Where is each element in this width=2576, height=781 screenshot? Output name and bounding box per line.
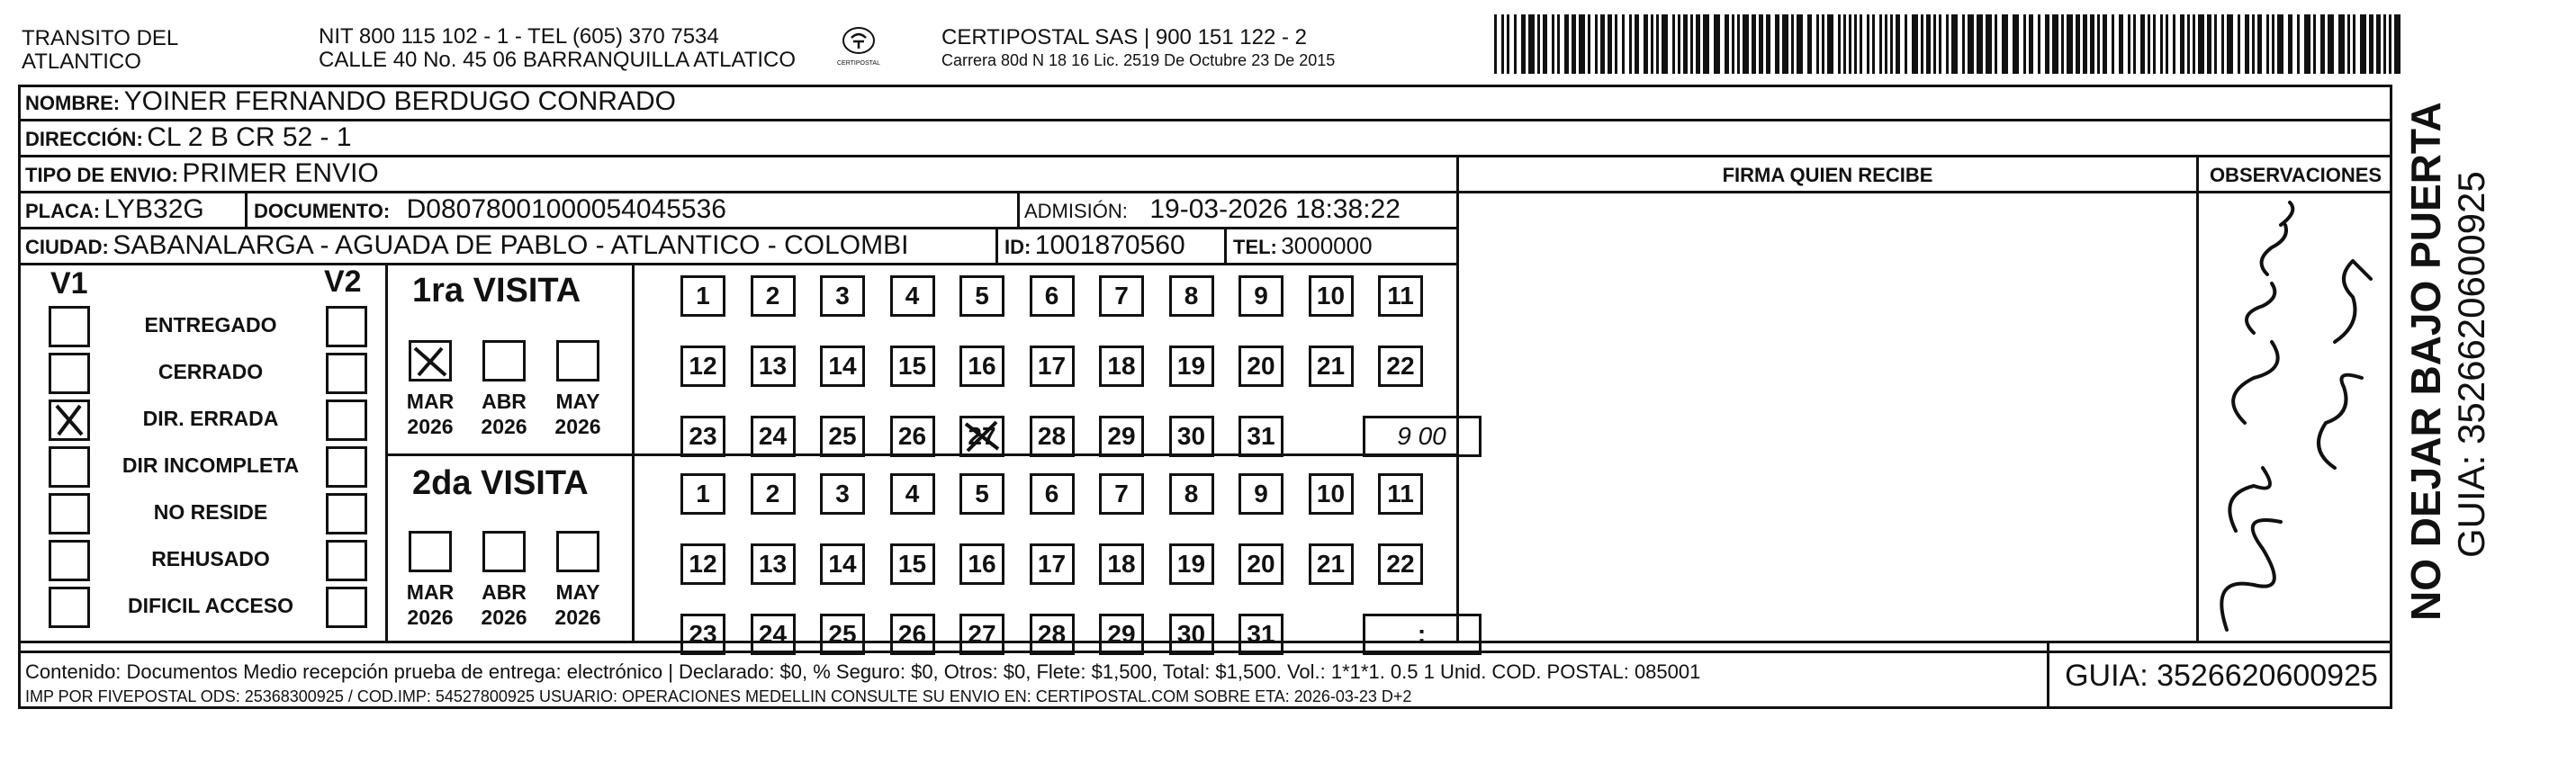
day-box[interactable]: 19: [1169, 346, 1214, 387]
ciudad-row: [25, 230, 908, 261]
barcode-bar: [2173, 14, 2175, 74]
barcode-bar: [1791, 14, 1794, 74]
barcode-bar: [2383, 14, 2386, 74]
barcode-bar: [1564, 14, 1569, 74]
barcode-bar: [1854, 14, 1857, 74]
day-box[interactable]: 21: [1309, 543, 1354, 585]
barcode-bar: [1696, 14, 1700, 74]
barcode-bar: [1703, 14, 1709, 74]
first-visit-title: 1ra VISITA: [412, 272, 581, 310]
barcode-bar: [1926, 14, 1931, 74]
barcode-bar: [1725, 14, 1729, 74]
day-box[interactable]: 18: [1099, 346, 1144, 387]
day-box[interactable]: 21: [1309, 346, 1354, 387]
barcode-bar: [2304, 14, 2310, 74]
barcode-bar: [1588, 14, 1590, 74]
day-box[interactable]: 28: [1030, 614, 1075, 655]
v1-checkbox[interactable]: [49, 540, 90, 581]
month-label: MAY: [555, 580, 600, 604]
barcode-bar: [1827, 14, 1833, 74]
day-box[interactable]: 12: [680, 346, 725, 387]
barcode-bar: [1732, 14, 1734, 74]
barcode-bar: [1986, 14, 1992, 74]
barcode-bar: [2238, 14, 2240, 74]
day-box[interactable]: 30: [1169, 614, 1214, 655]
day-box[interactable]: 2: [751, 473, 796, 515]
day-box[interactable]: 22: [1378, 543, 1423, 585]
day-box[interactable]: 15: [890, 346, 935, 387]
day-box[interactable]: 27: [959, 614, 1004, 655]
day-box[interactable]: 5: [959, 473, 1004, 515]
placa-row: [25, 194, 204, 225]
barcode: [1494, 14, 2409, 76]
barcode-bar: [1608, 14, 1612, 74]
day-box[interactable]: 29: [1099, 614, 1144, 655]
day-box[interactable]: 25: [820, 614, 865, 655]
barcode-bar: [2227, 14, 2233, 74]
day-box[interactable]: 2: [751, 275, 796, 317]
day-box[interactable]: 26: [890, 614, 935, 655]
barcode-bar: [2103, 14, 2107, 74]
barcode-bar: [2245, 14, 2249, 74]
v2-checkbox[interactable]: [326, 540, 367, 581]
barcode-bar: [2272, 14, 2274, 74]
barcode-bar: [2166, 14, 2168, 74]
barcode-bar: [2360, 14, 2366, 74]
day-box[interactable]: 9: [1238, 275, 1283, 317]
barcode-bar: [1629, 14, 1632, 74]
day-box[interactable]: 30: [1169, 416, 1214, 457]
month-label: MAR: [406, 580, 455, 604]
day-box[interactable]: 18: [1099, 543, 1144, 585]
day-box[interactable]: 27: [959, 416, 1004, 457]
nombre-value: YOINER FERNANDO BERDUGO CONRADO: [123, 86, 676, 116]
day-box[interactable]: 16: [959, 346, 1004, 387]
barcode-bar: [2320, 14, 2325, 74]
barcode-bar: [1644, 14, 1648, 74]
sender-contact: [319, 25, 796, 72]
barcode-bar: [2394, 14, 2400, 74]
sender-name: [22, 27, 178, 74]
year-label: 2026: [554, 606, 601, 629]
barcode-bar: [1939, 14, 1941, 74]
nombre-row: [25, 86, 676, 117]
day-box[interactable]: 31: [1238, 614, 1283, 655]
day-box[interactable]: 9: [1238, 473, 1283, 515]
day-box[interactable]: 4: [890, 275, 935, 317]
side-guia: GUIA: 3526620600925: [2450, 171, 2492, 558]
tel-row: [1233, 232, 1373, 260]
barcode-bar: [1905, 14, 1907, 74]
admision-value: 19-03-2026 18:38:22: [1149, 194, 1401, 224]
barcode-bar: [1896, 14, 1900, 74]
admision-row: [1024, 194, 1401, 225]
month-checkbox[interactable]: [482, 531, 526, 572]
day-box[interactable]: 3: [820, 473, 865, 515]
v2-checkbox[interactable]: [326, 306, 367, 347]
barcode-bar: [2128, 14, 2130, 74]
day-box[interactable]: 12: [680, 543, 725, 585]
barcode-bar: [1912, 14, 1918, 74]
barcode-bar: [1759, 14, 1763, 74]
placa-label: PLACA:: [25, 200, 101, 222]
day-box[interactable]: 1: [680, 275, 725, 317]
check-x-icon: [51, 402, 87, 438]
handwritten-note: [2200, 198, 2389, 639]
day-box[interactable]: 14: [820, 543, 865, 585]
barcode-bar: [1656, 14, 1659, 74]
barcode-bar: [1678, 14, 1680, 74]
day-box[interactable]: 8: [1169, 473, 1214, 515]
barcode-bar: [1572, 14, 1576, 74]
barcode-bar: [1822, 14, 1824, 74]
month-checkbox[interactable]: [556, 340, 599, 382]
day-box[interactable]: 11: [1378, 275, 1423, 317]
barcode-bar: [1528, 14, 1535, 74]
barcode-bar: [1867, 14, 1869, 74]
barcode-bar: [2338, 14, 2345, 74]
v2-checkbox[interactable]: [326, 446, 367, 488]
year-label: 2026: [407, 606, 454, 629]
v1-checkbox[interactable]: [49, 353, 90, 394]
month-label: MAR: [406, 390, 455, 413]
company-line: CERTIPOSTAL SAS | 900 151 122 - 2: [941, 25, 1307, 49]
barcode-bar: [2083, 14, 2087, 74]
month-year: [399, 389, 462, 439]
barcode-bar: [1635, 14, 1639, 74]
day-box[interactable]: 20: [1238, 346, 1283, 387]
license-line: Carrera 80d N 18 16 Lic. 2519 De Octubre 23 De 2015: [941, 51, 1336, 69]
id-value: 1001870560: [1034, 230, 1185, 260]
v1-checkbox[interactable]: [49, 587, 90, 628]
barcode-bar: [2097, 14, 2100, 74]
v2-label: V2: [324, 265, 362, 299]
firma-header: FIRMA QUIEN RECIBE: [1722, 164, 1933, 186]
day-box[interactable]: 6: [1030, 275, 1075, 317]
day-box[interactable]: 24: [751, 614, 796, 655]
barcode-bar: [1816, 14, 1819, 74]
barcode-bar: [2133, 14, 2136, 74]
barcode-bar: [1946, 14, 1949, 74]
documento-row: [254, 194, 726, 225]
v1-checkbox[interactable]: [49, 399, 90, 441]
barcode-bar: [2193, 14, 2195, 74]
year-label: 2026: [554, 415, 601, 438]
year-label: 2026: [481, 415, 527, 438]
barcode-bar: [1872, 14, 1875, 74]
day-box[interactable]: 13: [751, 543, 796, 585]
observaciones-header: OBSERVACIONES: [2209, 164, 2382, 186]
day-box[interactable]: 3: [820, 275, 865, 317]
tel-value: 3000000: [1281, 232, 1373, 259]
status-option-label: NO RESIDE: [153, 500, 268, 524]
barcode-bar: [1968, 14, 1974, 74]
day-box[interactable]: 5: [959, 275, 1004, 317]
barcode-bar: [1737, 14, 1740, 74]
day-box[interactable]: 10: [1309, 473, 1354, 515]
month-year: [473, 389, 536, 439]
day-box[interactable]: 24: [751, 416, 796, 457]
barcode-bar: [1615, 14, 1617, 74]
day-box[interactable]: 17: [1030, 543, 1075, 585]
barcode-bar: [1683, 14, 1688, 74]
barcode-bar: [2369, 14, 2373, 74]
day-box[interactable]: 20: [1238, 543, 1283, 585]
barcode-bar: [2389, 14, 2391, 74]
barcode-bar: [1885, 14, 1887, 74]
barcode-bar: [2119, 14, 2123, 74]
barcode-bar: [1714, 14, 1720, 74]
day-box[interactable]: 14: [820, 346, 865, 387]
day-box[interactable]: 31: [1238, 416, 1283, 457]
month-checkbox[interactable]: [409, 340, 452, 382]
day-box[interactable]: 25: [820, 416, 865, 457]
id-label: ID:: [1004, 236, 1031, 258]
barcode-bar: [1995, 14, 1997, 74]
barcode-bar: [1797, 14, 1803, 74]
day-box[interactable]: 16: [959, 543, 1004, 585]
year-label: 2026: [407, 415, 454, 438]
day-box[interactable]: 6: [1030, 473, 1075, 515]
ciudad-value: SABANALARGA - AGUADA DE PABLO - ATLANTICO - COLOMBI: [113, 230, 909, 260]
barcode-bar: [2198, 14, 2204, 74]
status-option-label: DIR. ERRADA: [142, 407, 279, 430]
tipo-row: [25, 158, 379, 189]
barcode-bar: [1951, 14, 1958, 74]
barcode-bar: [1521, 14, 1526, 74]
barcode-bar: [2052, 14, 2058, 74]
barcode-bar: [2153, 14, 2156, 74]
barcode-bar: [2013, 14, 2019, 74]
v1-checkbox[interactable]: [49, 446, 90, 488]
imp-line: IMP POR FIVEPOSTAL ODS: 25368300925 / COD.IMP: 54527800925 USUARIO: OPERACIONES MEDELLIN CONSULTE SU ENVIO EN: CERTIPOSTAL.COM SOBRE ETA: 2026-03-23 D+2: [25, 687, 1412, 705]
check-x-icon: [411, 343, 449, 379]
barcode-bar: [1690, 14, 1693, 74]
barcode-bar: [1807, 14, 1812, 74]
barcode-bar: [1507, 14, 1509, 74]
v1-checkbox[interactable]: [49, 306, 90, 347]
month-checkbox[interactable]: [409, 531, 452, 572]
barcode-bar: [1494, 14, 1497, 74]
tipo-label: TIPO DE ENVIO:: [25, 164, 178, 186]
barcode-bar: [1600, 14, 1605, 74]
barcode-bar: [1662, 14, 1668, 74]
time-box[interactable]: :: [1363, 614, 1482, 655]
v1-label: V1: [50, 266, 88, 301]
address-line: CALLE 40 No. 45 06 BARRANQUILLA ATLATICO: [319, 48, 797, 72]
barcode-bar: [2076, 14, 2080, 74]
day-box[interactable]: 7: [1099, 275, 1144, 317]
direccion-value: CL 2 B CR 52 - 1: [147, 122, 352, 152]
day-box[interactable]: 22: [1378, 346, 1423, 387]
barcode-bar: [2038, 14, 2040, 74]
day-box[interactable]: 28: [1030, 416, 1075, 457]
barcode-bar: [1933, 14, 1936, 74]
day-box[interactable]: 1: [680, 473, 725, 515]
barcode-bar: [1962, 14, 1965, 74]
barcode-bar: [1501, 14, 1504, 74]
barcode-bar: [1838, 14, 1841, 74]
barcode-bar: [2313, 14, 2316, 74]
barcode-bar: [2045, 14, 2049, 74]
barcode-bar: [2061, 14, 2064, 74]
barcode-bar: [2090, 14, 2094, 74]
tel-label: TEL:: [1233, 236, 1277, 258]
barcode-bar: [2148, 14, 2150, 74]
month-year: [546, 389, 609, 439]
barcode-bar: [1849, 14, 1851, 74]
barcode-bar: [1651, 14, 1653, 74]
ciudad-label: CIUDAD:: [25, 236, 109, 258]
tipo-value: PRIMER ENVIO: [182, 158, 379, 188]
day-box[interactable]: 26: [890, 416, 935, 457]
barcode-bar: [1514, 14, 1517, 74]
barcode-bar: [2002, 14, 2008, 74]
barcode-bar: [1537, 14, 1540, 74]
barcode-bar: [2376, 14, 2381, 74]
time-box[interactable]: 9 00: [1363, 416, 1482, 457]
month-checkbox[interactable]: [482, 340, 526, 382]
barcode-bar: [2112, 14, 2114, 74]
barcode-bar: [1860, 14, 1862, 74]
check-x-icon: [962, 418, 1002, 454]
barcode-bar: [1921, 14, 1923, 74]
status-option-label: REHUSADO: [151, 547, 270, 570]
sender-line-2: ATLANTICO: [22, 49, 141, 74]
barcode-bar: [1879, 14, 1882, 74]
v1-checkbox[interactable]: [49, 493, 90, 534]
day-box[interactable]: 8: [1169, 275, 1214, 317]
barcode-bar: [1595, 14, 1598, 74]
barcode-bar: [1752, 14, 1756, 74]
documento-label: DOCUMENTO:: [254, 200, 391, 222]
barcode-bar: [2266, 14, 2269, 74]
barcode-bar: [1775, 14, 1779, 74]
barcode-bar: [2277, 14, 2283, 74]
month-label: ABR: [482, 580, 527, 604]
month-label: ABR: [482, 390, 527, 413]
day-box[interactable]: 11: [1378, 473, 1423, 515]
logo-icon: [841, 25, 877, 56]
barcode-bar: [2297, 14, 2300, 74]
barcode-bar: [2328, 14, 2334, 74]
v2-checkbox[interactable]: [326, 587, 367, 628]
barcode-bar: [2221, 14, 2224, 74]
barcode-bar: [1552, 14, 1554, 74]
footer-guia: GUIA: 3526620600925: [2065, 659, 2378, 693]
status-option-label: CERRADO: [158, 360, 264, 383]
barcode-bar: [1843, 14, 1846, 74]
sender-line-1: TRANSITO DEL: [22, 26, 179, 50]
direccion-label: DIRECCIÓN:: [25, 128, 143, 150]
barcode-bar: [2180, 14, 2184, 74]
barcode-bar: [2347, 14, 2350, 74]
barcode-bar: [2140, 14, 2145, 74]
barcode-bar: [2029, 14, 2033, 74]
day-box[interactable]: 29: [1099, 416, 1144, 457]
barcode-bar: [1743, 14, 1749, 74]
barcode-bar: [1890, 14, 1893, 74]
barcode-bar: [2207, 14, 2211, 74]
nit-line: NIT 800 115 102 - 1 - TEL (605) 370 7534: [319, 24, 719, 49]
day-box[interactable]: 15: [890, 543, 935, 585]
logo-text: CERTIPOSTAL: [837, 60, 880, 67]
month-label: MAY: [555, 390, 600, 413]
barcode-bar: [1622, 14, 1625, 74]
month-year: [399, 579, 462, 630]
day-box[interactable]: 17: [1030, 346, 1075, 387]
barcode-bar: [1543, 14, 1547, 74]
barcode-bar: [2214, 14, 2217, 74]
status-option-label: DIR INCOMPLETA: [122, 453, 300, 477]
barcode-bar: [2160, 14, 2163, 74]
day-box[interactable]: 4: [890, 473, 935, 515]
no-dejar-bajo-puerta: NO DEJAR BAJO PUERTA: [2402, 102, 2449, 621]
month-year: [473, 579, 536, 630]
barcode-bar: [2023, 14, 2026, 74]
barcode-bar: [2257, 14, 2262, 74]
status-option-label: DIFICIL ACCESO: [127, 594, 293, 617]
id-row: [1004, 230, 1185, 261]
barcode-bar: [2187, 14, 2190, 74]
barcode-bar: [2252, 14, 2255, 74]
barcode-bar: [2067, 14, 2073, 74]
v2-checkbox[interactable]: [326, 493, 367, 534]
day-box[interactable]: 23: [680, 416, 725, 457]
documento-value: D08078001000054045536: [406, 194, 726, 224]
day-box[interactable]: 23: [680, 614, 725, 655]
status-option-label: ENTREGADO: [144, 313, 277, 337]
day-box[interactable]: 10: [1309, 275, 1354, 317]
v2-checkbox[interactable]: [326, 399, 367, 441]
barcode-bar: [1782, 14, 1788, 74]
day-box[interactable]: 19: [1169, 543, 1214, 585]
barcode-bar: [2353, 14, 2355, 74]
direccion-row: [25, 122, 352, 153]
barcode-bar: [2288, 14, 2292, 74]
month-checkbox[interactable]: [556, 531, 599, 572]
barcode-bar: [1672, 14, 1675, 74]
v2-checkbox[interactable]: [326, 353, 367, 394]
barcode-bar: [1557, 14, 1560, 74]
day-box[interactable]: 7: [1099, 473, 1144, 515]
barcode-bar: [1766, 14, 1770, 74]
company-info: [941, 25, 1335, 70]
barcode-bar: [1977, 14, 1983, 74]
second-visit-title: 2da VISITA: [412, 464, 589, 502]
certipostal-logo: [832, 25, 886, 76]
month-year: [546, 579, 609, 630]
barcode-bar: [1579, 14, 1585, 74]
admision-label: ADMISIÓN:: [1024, 200, 1128, 222]
placa-value: LYB32G: [104, 194, 204, 224]
contenido-line: Contenido: Documentos Medio recepción prueba de entrega: electrónico | Declarado: $0, % Seguro: $0, Otros: $0, Flete: $1,500, Total: $1,500. Vol.: 1*1*1. 0.5 1 Unid. COD. POSTAL: 085001: [25, 660, 1701, 683]
day-box[interactable]: 13: [751, 346, 796, 387]
nombre-label: NOMBRE:: [25, 92, 121, 114]
year-label: 2026: [481, 606, 527, 629]
